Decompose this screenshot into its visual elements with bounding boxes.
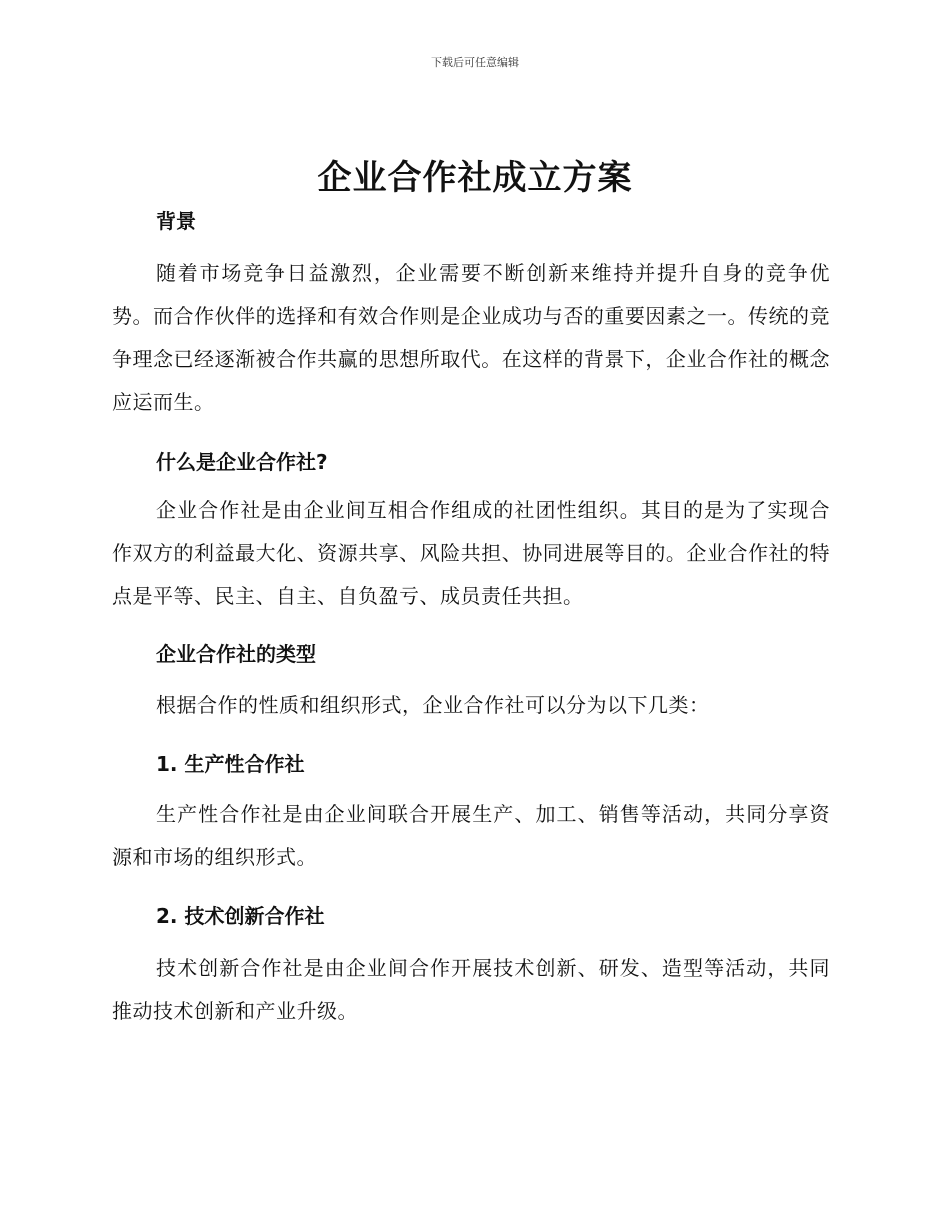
section-heading-production: 1. 生产性合作社 [156,752,305,776]
section-heading-what-is: 什么是企业合作社? [156,450,328,474]
section-paragraph-background: 随着市场竞争日益激烈，企业需要不断创新来维持并提升自身的竞争优势。而合作伙伴的选择和有效合作则是企业成功与否的重要因素之一。传统的竞争理念已经逐渐被合作共赢的思想所取代。在这样的背景下，企业合作社的概念应运而生。 [112,261,830,414]
page-header-note: 下载后可任意编辑 [431,56,519,69]
document-title: 企业合作社成立方案 [317,158,633,198]
section-heading-background: 背景 [156,209,196,233]
section-paragraph-what-is: 企业合作社是由企业间互相合作组成的社团性组织。其目的是为了实现合作双方的利益最大化、资源共享、风险共担、协同进展等目的。企业合作社的特点是平等、民主、自主、自负盈亏、成员责任共担。 [112,498,830,608]
section-paragraph-types: 根据合作的性质和组织形式，企业合作社可以分为以下几类： [156,693,710,717]
section-heading-types: 企业合作社的类型 [156,642,316,666]
section-heading-tech-innovation: 2. 技术创新合作社 [156,904,325,928]
section-paragraph-production: 生产性合作社是由企业间联合开展生产、加工、销售等活动，共同分享资源和市场的组织形式。 [112,802,830,869]
section-paragraph-tech-innovation: 技术创新合作社是由企业间合作开展技术创新、研发、造型等活动，共同推动技术创新和产业升级。 [112,956,830,1023]
